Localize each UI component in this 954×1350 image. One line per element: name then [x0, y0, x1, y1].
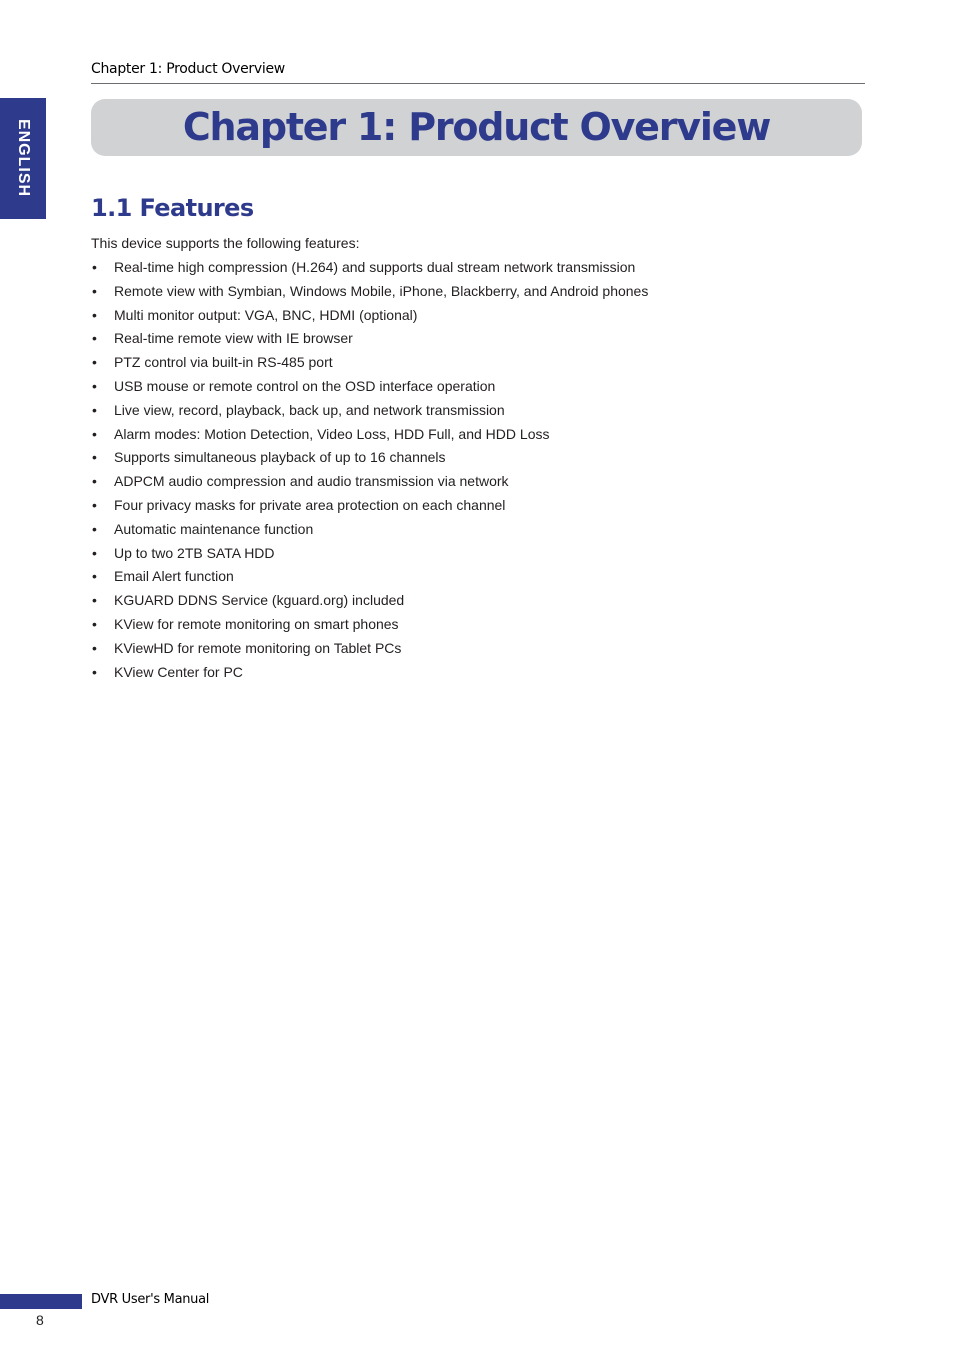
feature-item	[91, 305, 648, 329]
feature-item	[91, 447, 648, 471]
bullet-marker: •	[92, 615, 97, 632]
feature-text: Automatic maintenance function	[114, 520, 314, 537]
language-side-tab	[0, 98, 46, 219]
running-header: Chapter 1: Product Overview	[91, 61, 285, 77]
feature-text: KView Center for PC	[114, 663, 243, 680]
chapter-title-banner	[91, 99, 862, 156]
feature-item	[91, 519, 648, 543]
feature-item	[91, 328, 648, 352]
feature-item	[91, 662, 648, 686]
feature-item	[91, 638, 648, 662]
feature-item	[91, 590, 648, 614]
feature-item	[91, 471, 648, 495]
feature-item	[91, 352, 648, 376]
feature-text: KViewHD for remote monitoring on Tablet PCs	[114, 639, 402, 656]
feature-text: KGUARD DDNS Service (kguard.org) included	[114, 592, 405, 609]
bullet-marker: •	[92, 354, 97, 371]
feature-text: Live view, record, playback, back up, and network transmission	[114, 401, 505, 418]
feature-item	[91, 614, 648, 638]
bullet-marker: •	[92, 544, 97, 561]
feature-item	[91, 257, 648, 281]
feature-text: Real-time remote view with IE browser	[114, 330, 353, 347]
bullet-marker: •	[92, 425, 97, 442]
feature-text: Real-time high compression (H.264) and supports dual stream network transmission	[114, 259, 636, 275]
feature-item	[91, 376, 648, 400]
bullet-marker: •	[92, 377, 97, 394]
feature-item	[91, 543, 648, 567]
bullet-marker: •	[92, 282, 97, 299]
chapter-title: Chapter 1: Product Overview	[182, 105, 771, 149]
feature-text: Alarm modes: Motion Detection, Video Loss, HDD Full, and HDD Loss	[114, 425, 550, 442]
feature-text: Up to two 2TB SATA HDD	[114, 544, 275, 561]
feature-text: Remote view with Symbian, Windows Mobile, iPhone, Blackberry, and Android phones	[114, 282, 649, 299]
feature-item	[91, 566, 648, 590]
page-number: 8	[36, 1312, 44, 1328]
feature-text: USB mouse or remote control on the OSD interface operation	[114, 377, 496, 394]
feature-item	[91, 495, 648, 519]
feature-text: Email Alert function	[114, 568, 234, 585]
feature-text: ADPCM audio compression and audio transmission via network	[114, 473, 509, 490]
bullet-marker: •	[92, 639, 97, 656]
feature-text: Supports simultaneous playback of up to 16 channels	[114, 449, 446, 466]
footer-accent-bar	[0, 1294, 82, 1309]
bullet-marker: •	[92, 449, 97, 466]
language-tab-label: ENGLISH	[15, 118, 32, 198]
feature-list	[91, 257, 648, 685]
feature-text: Multi monitor output: VGA, BNC, HDMI (optional)	[114, 306, 418, 323]
bullet-marker: •	[92, 592, 97, 609]
section-heading: 1.1 Features	[91, 194, 254, 222]
bullet-marker: •	[92, 259, 97, 275]
feature-item	[91, 400, 648, 424]
section-intro: This device supports the following features:	[91, 235, 360, 251]
bullet-marker: •	[92, 401, 97, 418]
feature-item	[91, 281, 648, 305]
feature-text: Four privacy masks for private area protection on each channel	[114, 496, 506, 513]
feature-text: PTZ control via built-in RS-485 port	[114, 354, 333, 371]
bullet-marker: •	[92, 568, 97, 585]
feature-item	[91, 424, 648, 448]
footer-manual-title: DVR User's Manual	[91, 1292, 210, 1307]
bullet-marker: •	[92, 330, 97, 347]
header-divider	[91, 83, 865, 84]
bullet-marker: •	[92, 306, 97, 323]
bullet-marker: •	[92, 663, 97, 680]
bullet-marker: •	[92, 496, 97, 513]
feature-text: KView for remote monitoring on smart phones	[114, 615, 399, 632]
bullet-marker: •	[92, 473, 97, 490]
bullet-marker: •	[92, 520, 97, 537]
